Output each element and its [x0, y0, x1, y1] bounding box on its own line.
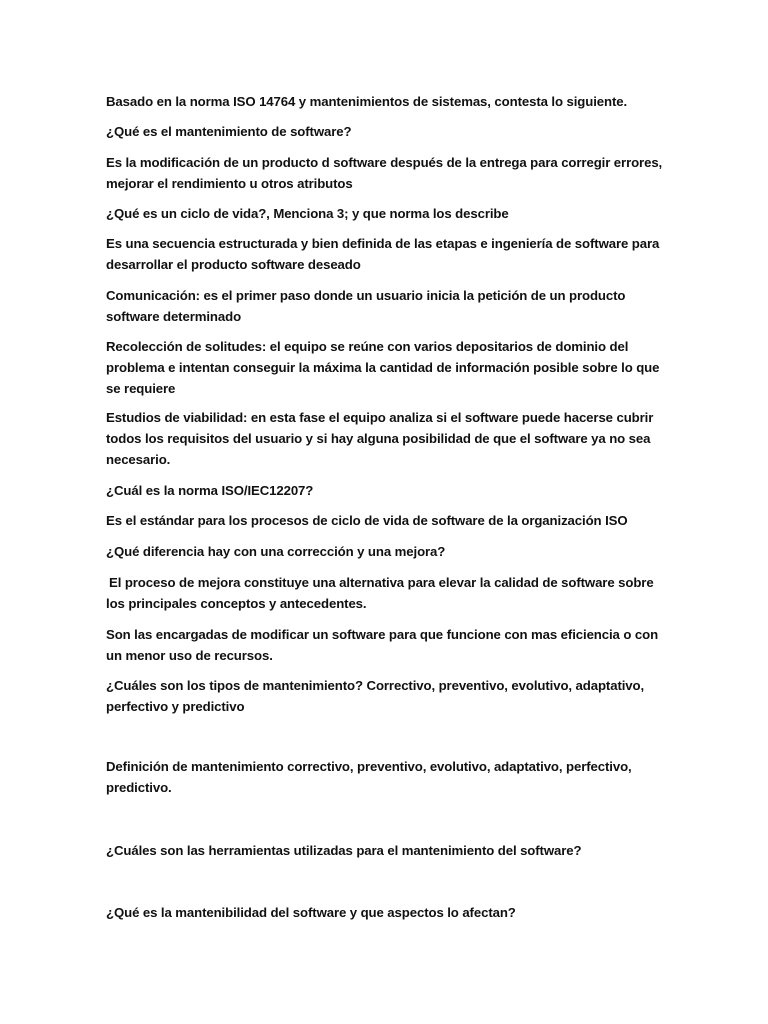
answer-life-cycle: Es una secuencia estructurada y bien definida de las etapas e ingeniería de software para desarrollar el producto software deseado	[106, 236, 660, 272]
phase-requirements: Recolección de solitudes: el equipo se reúne con varios depositarios de dominio del problema e intentan conseguir la máxima la cantidad de información posible sobre lo que se requiere	[106, 339, 660, 396]
question-maintainability: ¿Qué es la mantenibilidad del software y que aspectos lo afectan?	[106, 905, 516, 920]
answer-maintenance: Es la modificación de un producto d software después de la entrega para corregir errores, mejorar el rendimiento u otros atributos	[106, 155, 663, 191]
question-life-cycle: ¿Qué es un ciclo de vida?, Menciona 3; y que norma los describe	[106, 206, 509, 221]
phase-communication: Comunicación: es el primer paso donde un usuario inicia la petición de un producto software determinado	[106, 288, 626, 324]
phase-feasibility: Estudios de viabilidad: en esta fase el equipo analiza si el software puede hacerse cubrir todos los requisitos del usuario y si hay alguna posibilidad de que el software ya no sea necesario.	[106, 410, 654, 467]
answer-iso12207: Es el estándar para los procesos de ciclo de vida de software de la organización ISO	[106, 513, 628, 528]
definition-types: Definición de mantenimiento correctivo, preventivo, evolutivo, adaptativo, perfectivo, predictivo.	[106, 759, 632, 795]
answer-improvement: El proceso de mejora constituye una alternativa para elevar la calidad de software sobre los principales conceptos y antecedentes.	[106, 575, 654, 611]
question-types: ¿Cuáles son los tipos de mantenimiento? Correctivo, preventivo, evolutivo, adaptativo, perfectivo y predictivo	[106, 678, 645, 714]
question-difference: ¿Qué diferencia hay con una corrección y una mejora?	[106, 544, 446, 559]
question-maintenance: ¿Qué es el mantenimiento de software?	[106, 124, 352, 139]
intro-instruction: Basado en la norma ISO 14764 y mantenimientos de sistemas, contesta lo siguiente.	[106, 94, 628, 109]
question-iso12207: ¿Cuál es la norma ISO/IEC12207?	[106, 483, 314, 498]
question-tools: ¿Cuáles son las herramientas utilizadas para el mantenimiento del software?	[106, 843, 582, 858]
answer-correction: Son las encargadas de modificar un software para que funcione con mas eficiencia o con un menor uso de recursos.	[106, 627, 659, 663]
